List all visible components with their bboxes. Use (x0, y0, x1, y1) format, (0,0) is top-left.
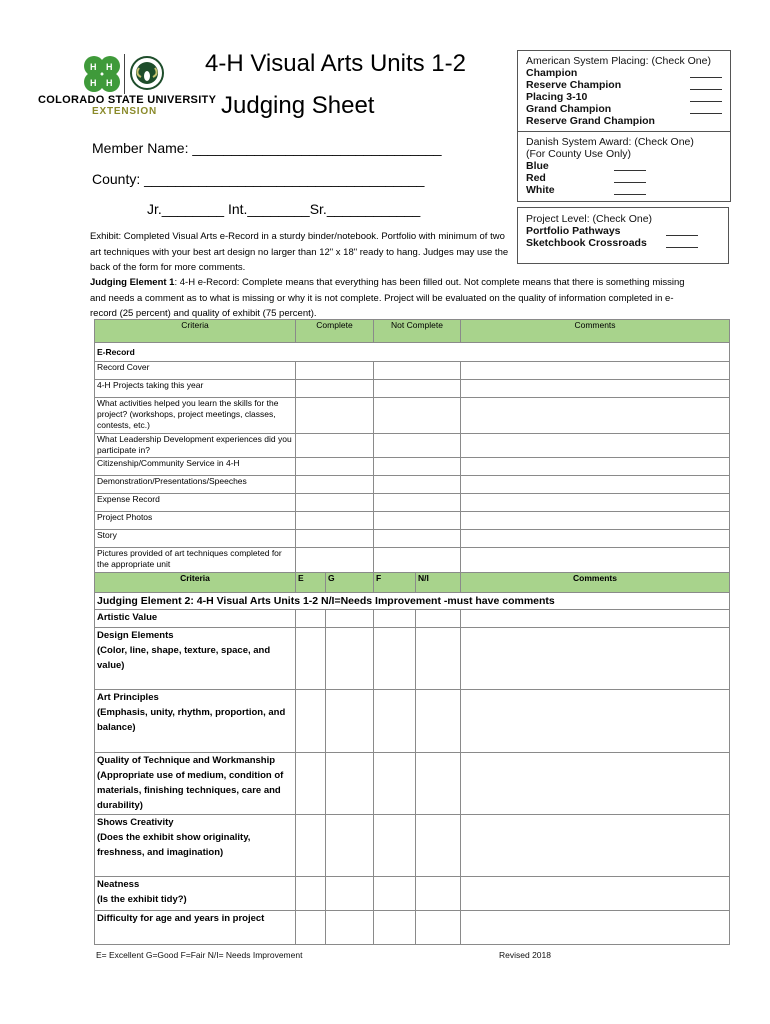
g-cell[interactable] (326, 815, 374, 877)
american-placing-title: American System Placing: (Check One) (526, 55, 711, 67)
f-cell[interactable] (374, 628, 416, 690)
comments-cell[interactable] (461, 476, 730, 494)
not-complete-cell[interactable] (374, 530, 461, 548)
complete-cell[interactable] (296, 434, 374, 458)
level-sketchbook-crossroads: Sketchbook Crossroads (526, 237, 647, 249)
f-cell[interactable] (374, 877, 416, 911)
col-criteria: Criteria (95, 320, 296, 343)
check-blank[interactable] (614, 160, 646, 171)
not-complete-cell[interactable] (374, 458, 461, 476)
check-blank[interactable] (690, 91, 722, 102)
table-row (95, 512, 730, 530)
table-row (95, 380, 730, 398)
complete-cell[interactable] (296, 398, 374, 434)
criteria-cell (95, 815, 296, 877)
award-white: White (526, 184, 555, 196)
logo-divider (124, 54, 125, 94)
comments-cell[interactable] (461, 398, 730, 434)
comments-cell[interactable] (461, 494, 730, 512)
svg-text:H: H (106, 62, 113, 72)
university-name: COLORADO STATE UNIVERSITY (38, 94, 217, 106)
e-cell[interactable] (296, 610, 326, 628)
comments-cell[interactable] (461, 380, 730, 398)
ni-cell[interactable] (416, 815, 461, 877)
revision-date: Revised 2018 (499, 950, 551, 960)
complete-cell[interactable] (296, 494, 374, 512)
criteria-description: (Color, line, shape, texture, space, and value) (97, 645, 271, 671)
e-cell[interactable] (296, 753, 326, 815)
check-blank[interactable] (614, 184, 646, 195)
comments-cell[interactable] (461, 434, 730, 458)
section-e-record: E-Record (95, 343, 730, 362)
g-cell[interactable] (326, 753, 374, 815)
placing-box (517, 50, 731, 202)
4h-clover-logo (80, 52, 124, 96)
criteria-cell (95, 877, 296, 911)
not-complete-cell[interactable] (374, 476, 461, 494)
table-row (95, 877, 730, 911)
comments-cell[interactable] (461, 815, 730, 877)
table-row (95, 530, 730, 548)
extension-label: EXTENSION (92, 106, 157, 117)
placing-champion: Champion (526, 67, 578, 79)
f-cell[interactable] (374, 815, 416, 877)
criteria-cell: What Leadership Development experiences did you participate in? (95, 434, 296, 458)
placing-reserve-champion: Reserve Champion (526, 79, 622, 91)
f-cell[interactable] (374, 753, 416, 815)
e-cell[interactable] (296, 628, 326, 690)
not-complete-cell[interactable] (374, 398, 461, 434)
comments-cell[interactable] (461, 458, 730, 476)
complete-cell[interactable] (296, 476, 374, 494)
ni-cell[interactable] (416, 610, 461, 628)
criteria-cell: Pictures provided of art techniques completed for the appropriate unit (95, 548, 296, 574)
judging-element-2-table (94, 572, 730, 945)
criteria-cell (95, 911, 296, 945)
judging-element-1-label: Judging Element 1 (90, 277, 175, 288)
f-cell[interactable] (374, 610, 416, 628)
criteria-cell: Project Photos (95, 512, 296, 530)
level-portfolio-pathways: Portfolio Pathways (526, 225, 621, 237)
table-row (95, 815, 730, 877)
judging-element-1-text: : 4-H e-Record: Complete means that everything has been filled out. Not complete means that there is something missing and needs a comment as to what is missing or why it is not complete. Project will be evaluated on the quality of information completed in e-record (25 percent) and quality of exhibit (75 percent). (90, 277, 685, 319)
col-fair: F (374, 573, 416, 593)
table-row (95, 610, 730, 628)
g-cell[interactable] (326, 610, 374, 628)
check-blank[interactable] (666, 225, 698, 236)
table-row (95, 458, 730, 476)
project-level-title: Project Level: (Check One) (526, 213, 653, 225)
ni-cell[interactable] (416, 877, 461, 911)
criteria-cell: Record Cover (95, 362, 296, 380)
criteria-cell: Demonstration/Presentations/Speeches (95, 476, 296, 494)
judging-element-1-description (90, 275, 690, 322)
complete-cell[interactable] (296, 362, 374, 380)
placing-3-10: Placing 3-10 (526, 91, 588, 103)
col-criteria: Criteria (95, 573, 296, 593)
comments-cell[interactable] (461, 628, 730, 690)
award-blue: Blue (526, 160, 549, 172)
comments-cell[interactable] (461, 690, 730, 753)
table-row (95, 548, 730, 574)
check-blank[interactable] (690, 103, 722, 114)
not-complete-cell[interactable] (374, 512, 461, 530)
e-record-table (94, 319, 730, 574)
ni-cell[interactable] (416, 628, 461, 690)
g-cell[interactable] (326, 690, 374, 753)
not-complete-cell[interactable] (374, 380, 461, 398)
check-blank[interactable] (666, 237, 698, 248)
e-cell[interactable] (296, 911, 326, 945)
criteria-cell: Citizenship/Community Service in 4-H (95, 458, 296, 476)
col-comments: Comments (461, 573, 730, 593)
criteria-cell: 4-H Projects taking this year (95, 380, 296, 398)
section-judging-element-2: Judging Element 2: 4-H Visual Arts Units 1-2 N/I=Needs Improvement -must have comments (95, 593, 730, 610)
not-complete-cell[interactable] (374, 362, 461, 380)
col-not-complete: Not Complete (374, 320, 461, 343)
svg-text:H: H (90, 62, 97, 72)
e-cell[interactable] (296, 815, 326, 877)
complete-cell[interactable] (296, 380, 374, 398)
criteria-cell: Story (95, 530, 296, 548)
table-row (95, 398, 730, 434)
svg-text:H: H (106, 78, 113, 88)
criteria-title: Art Principles (97, 692, 159, 703)
complete-cell[interactable] (296, 458, 374, 476)
age-division-field[interactable]: Jr.________ Int.________Sr.____________ (147, 201, 421, 217)
exhibit-description: Exhibit: Completed Visual Arts e-Record in a sturdy binder/notebook. Portfolio with minimum of two art techniques with your best art design no larger than 12" x 18" ready to hang. Judges may use the back of the form for more comments. (90, 231, 509, 273)
g-cell[interactable] (326, 628, 374, 690)
not-complete-cell[interactable] (374, 434, 461, 458)
criteria-cell (95, 610, 296, 628)
criteria-description: (Appropriate use of medium, condition of materials, finishing techniques, care and durability) (97, 770, 284, 811)
danish-award-title: Danish System Award: (Check One) (526, 136, 694, 148)
check-blank[interactable] (614, 172, 646, 183)
g-cell[interactable] (326, 877, 374, 911)
american-placing-section (518, 51, 730, 127)
complete-cell[interactable] (296, 512, 374, 530)
danish-award-subtitle: (For County Use Only) (526, 148, 632, 160)
placing-grand-champion: Grand Champion (526, 103, 612, 115)
comments-cell[interactable] (461, 877, 730, 911)
table-row (95, 690, 730, 753)
member-name-field[interactable]: Member Name: ________________________________ (92, 140, 442, 156)
comments-cell[interactable] (461, 548, 730, 574)
table-row (95, 434, 730, 458)
placing-reserve-grand-champion: Reserve Grand Champion (526, 115, 655, 127)
criteria-title: Artistic Value (97, 612, 158, 623)
e-cell[interactable] (296, 690, 326, 753)
county-field[interactable]: County: ____________________________________ (92, 171, 425, 187)
col-complete: Complete (296, 320, 374, 343)
not-complete-cell[interactable] (374, 494, 461, 512)
e-cell[interactable] (296, 877, 326, 911)
comments-cell[interactable] (461, 610, 730, 628)
comments-cell[interactable] (461, 911, 730, 945)
check-blank[interactable] (690, 67, 722, 78)
criteria-cell: Expense Record (95, 494, 296, 512)
f-cell[interactable] (374, 911, 416, 945)
table-row (95, 753, 730, 815)
csu-ram-logo (130, 54, 164, 92)
page-subtitle: Judging Sheet (221, 92, 375, 119)
danish-award-section (518, 131, 730, 196)
award-red: Red (526, 172, 546, 184)
section-row (95, 343, 730, 362)
criteria-description: (Emphasis, unity, rhythm, proportion, and balance) (97, 707, 286, 733)
table-row (95, 494, 730, 512)
table-header-row (95, 320, 730, 343)
rating-legend: E= Excellent G=Good F=Fair N/I= Needs Improvement (96, 950, 303, 960)
table-header-row (95, 573, 730, 593)
col-comments: Comments (461, 320, 730, 343)
table-row (95, 476, 730, 494)
comments-cell[interactable] (461, 753, 730, 815)
complete-cell[interactable] (296, 530, 374, 548)
criteria-cell (95, 753, 296, 815)
col-excellent: E (296, 573, 326, 593)
criteria-cell (95, 690, 296, 753)
criteria-title: Shows Creativity (97, 817, 174, 828)
criteria-title: Quality of Technique and Workmanship (97, 755, 276, 766)
project-level-box (517, 207, 729, 264)
section-row (95, 593, 730, 610)
criteria-cell: What activities helped you learn the skills for the project? (workshops, project meetings, classes, contests, etc.) (95, 398, 296, 434)
comments-cell[interactable] (461, 362, 730, 380)
page-title: 4-H Visual Arts Units 1-2 (205, 50, 466, 77)
table-row (95, 362, 730, 380)
criteria-title: Neatness (97, 879, 140, 890)
comments-cell[interactable] (461, 512, 730, 530)
svg-text:H: H (90, 78, 97, 88)
criteria-cell (95, 628, 296, 690)
complete-cell[interactable] (296, 548, 374, 574)
f-cell[interactable] (374, 690, 416, 753)
criteria-description: (Is the exhibit tidy?) (97, 894, 187, 905)
table-row (95, 628, 730, 690)
col-needs-improvement: N/I (416, 573, 461, 593)
col-good: G (326, 573, 374, 593)
criteria-description: (Does the exhibit show originality, freshness, and imagination) (97, 832, 251, 858)
ni-cell[interactable] (416, 753, 461, 815)
check-blank[interactable] (690, 79, 722, 90)
criteria-title: Design Elements (97, 630, 174, 641)
comments-cell[interactable] (461, 530, 730, 548)
not-complete-cell[interactable] (374, 548, 461, 574)
criteria-title: Difficulty for age and years in project (97, 913, 265, 924)
table-row (95, 911, 730, 945)
ni-cell[interactable] (416, 911, 461, 945)
ni-cell[interactable] (416, 690, 461, 753)
g-cell[interactable] (326, 911, 374, 945)
